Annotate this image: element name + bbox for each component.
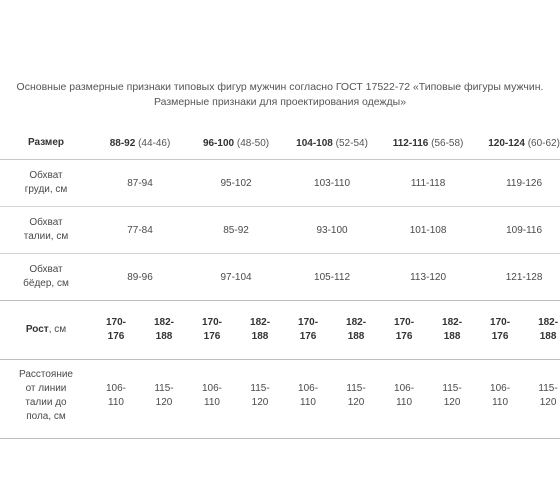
height-cell: 182- 188 <box>236 301 284 360</box>
distance-cell: 115- 120 <box>332 360 380 439</box>
row-label-line: Обхват <box>29 264 63 275</box>
row-label-line: бёдер, см <box>23 278 69 289</box>
value-cell: 111-118 <box>380 160 476 207</box>
chest-row <box>0 160 560 207</box>
value-cell: 97-104 <box>188 254 284 301</box>
size-header-cell <box>380 127 476 160</box>
value-cell: 95-102 <box>188 160 284 207</box>
distance-cell: 115- 120 <box>524 360 560 439</box>
size-table <box>0 127 560 439</box>
distance-row <box>0 360 560 439</box>
size-range: 120-124 <box>488 137 525 149</box>
row-label-unit: , см <box>48 324 67 335</box>
value-cell: 113-120 <box>380 254 476 301</box>
value-cell: 103-110 <box>284 160 380 207</box>
size-range: 112-116 <box>392 137 429 149</box>
height-cell: 170- 176 <box>284 301 332 360</box>
value-cell: 105-112 <box>284 254 380 301</box>
value-cell: 121-128 <box>476 254 560 301</box>
value-cell: 93-100 <box>284 207 380 254</box>
distance-cell: 115- 120 <box>236 360 284 439</box>
size-range-alt: (60-62) <box>527 137 560 149</box>
distance-cell: 115- 120 <box>428 360 476 439</box>
value-cell: 77-84 <box>92 207 188 254</box>
height-cell: 182- 188 <box>140 301 188 360</box>
size-range: 104-108 <box>296 137 333 149</box>
row-label <box>0 160 92 207</box>
height-row <box>0 301 560 360</box>
row-label <box>0 301 92 360</box>
height-cell: 170- 176 <box>476 301 524 360</box>
size-header-cell <box>92 127 188 160</box>
size-range: 96-100 <box>202 137 235 149</box>
height-cell: 182- 188 <box>332 301 380 360</box>
table-caption: Основные размерные признаки типовых фигур мужчин согласно ГОСТ 17522-72 «Типовые фигуры мужчин. Размерные признаки для проектирования одежды» <box>16 81 544 108</box>
distance-cell: 106- 110 <box>188 360 236 439</box>
row-label <box>0 207 92 254</box>
size-range-alt: (48-50) <box>236 137 270 149</box>
size-header-cell <box>284 127 380 160</box>
row-label-bold: Рост <box>25 324 49 335</box>
distance-cell: 115- 120 <box>140 360 188 439</box>
row-label-line: груди, см <box>24 184 68 195</box>
distance-cell: 106- 110 <box>284 360 332 439</box>
height-cell: 182- 188 <box>524 301 560 360</box>
value-cell: 85-92 <box>188 207 284 254</box>
waist-row <box>0 207 560 254</box>
value-cell: 89-96 <box>92 254 188 301</box>
row-label-line: Обхват <box>29 217 63 228</box>
distance-cell: 106- 110 <box>92 360 140 439</box>
row-label <box>0 254 92 301</box>
size-range-alt: (52-54) <box>335 137 368 149</box>
distance-cell: 106- 110 <box>476 360 524 439</box>
distance-cell: 106- 110 <box>380 360 428 439</box>
size-header-cell <box>188 127 284 160</box>
size-range-alt: (56-58) <box>431 137 464 149</box>
size-header-cell <box>476 127 560 160</box>
hips-row <box>0 254 560 301</box>
size-header-label: Размер <box>27 137 64 148</box>
value-cell: 101-108 <box>380 207 476 254</box>
size-range: 88-92 <box>109 137 136 149</box>
height-cell: 182- 188 <box>428 301 476 360</box>
value-cell: 119-126 <box>476 160 560 207</box>
height-cell: 170- 176 <box>188 301 236 360</box>
row-label-line: талии, см <box>23 231 69 242</box>
row-label: Расстояние от линии талии до пола, см <box>0 360 92 439</box>
row-label-line: Обхват <box>29 170 63 181</box>
height-cell: 170- 176 <box>92 301 140 360</box>
size-range-alt: (44-46) <box>138 137 171 149</box>
height-cell: 170- 176 <box>380 301 428 360</box>
value-cell: 109-116 <box>476 207 560 254</box>
header-row <box>0 127 560 160</box>
value-cell: 87-94 <box>92 160 188 207</box>
